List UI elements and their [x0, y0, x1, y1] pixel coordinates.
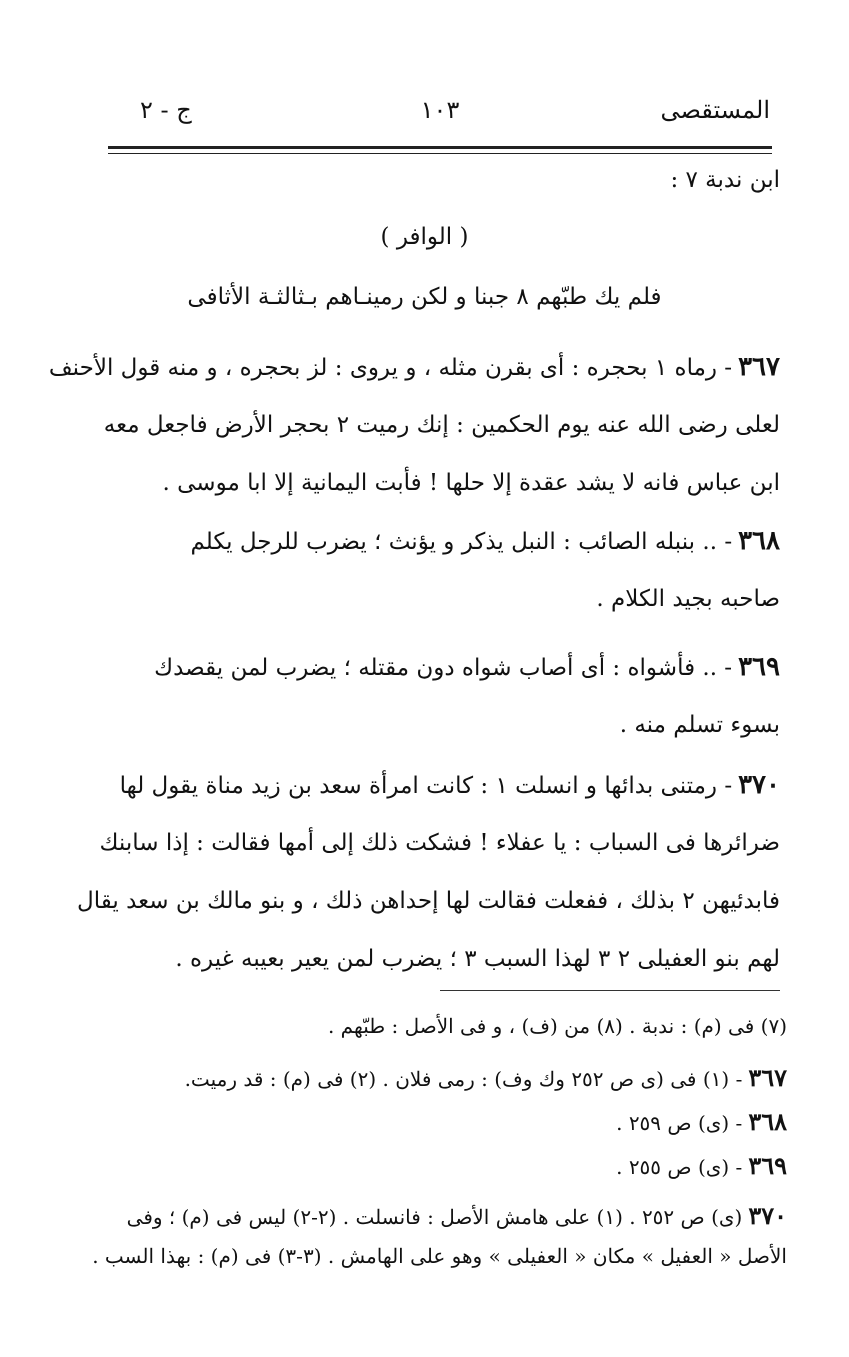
entry-370-line-2: ضرائرها فى السباب : يا عفلاء ! فشكت ذلك إلى أمها فقالت : إذا سابنك [99, 830, 780, 856]
entry-number: ٣٧٠ [738, 770, 780, 800]
header-rule-thin [108, 153, 772, 154]
entry-number: ٣٦٧ [738, 352, 780, 382]
page-number: ١٠٣ [420, 96, 460, 124]
footnote-line: ٣٧٠(ى) ص ٢٥٢ . (١) على هامش الأصل : فانسلت . (٢-٢) ليس فى (م) ؛ وفى [126, 1201, 787, 1230]
entry-368-line-2: صاحبه بجيد الكلام . [596, 586, 780, 612]
entry-367-line-3: ابن عباس فانه لا يشد عقدة إلا حلها ! فأبت اليمانية إلا ابا موسى . [162, 470, 780, 496]
entry-370-line-1: ٣٧٠- رمتنى بدائها و انسلت ١ : كانت امرأة سعد بن زيد مناة يقول لها [119, 770, 780, 800]
footnote-line: الأصل « العفيل » مكان « العفيلى » وهو على الهامش . (٣-٣) فى (م) : بهذا السب . [92, 1244, 787, 1268]
entry-number: ٣٦٨ [738, 526, 780, 556]
entry-369-line-2: بسوء تسلم منه . [619, 712, 780, 738]
entry-370-line-4: لهم بنو العفيلى ٢ ٣ لهذا السبب ٣ ؛ يضرب لمن يعير بعيبه غيره . [175, 946, 780, 972]
footnote-line: ٣٦٩- (ى) ص ٢٥٥ . [616, 1151, 787, 1180]
entry-number: ٣٦٩ [738, 652, 780, 682]
meter-label: ( الوافر ) [380, 224, 469, 250]
entry-367-line-1: ٣٦٧- رماه ١ بحجره : أى بقرن مثله ، و يروى : لز بحجره ، و منه قول الأحنف [48, 352, 780, 382]
page-header [110, 96, 770, 140]
entry-367-line-2: لعلى رضى الله عنه يوم الحكمين : إنك رميت ٢ بحجر الأرض فاجعل معه [103, 412, 780, 438]
entry-370-line-3: فابدئيهن ٢ بذلك ، ففعلت فقالت لها إحداهن ذلك ، و بنو مالك بن سعد يقال [77, 888, 780, 914]
volume-label: ج - ٢ [140, 96, 192, 124]
footnote-line: (٧) فى (م) : ندبة . (٨) من (ف) ، و فى الأصل : طبّهم . [327, 1014, 787, 1038]
book-title: المستقصى [660, 96, 770, 124]
intro-line: ابن ندبة ٧ : [670, 167, 780, 193]
entry-369-line-1: ٣٦٩- .. فأشواه : أى أصاب شواه دون مقتله ؛ يضرب لمن يقصدك [154, 652, 780, 682]
verse-line: فلم يك طبّهم ٨ جبنا و لكن رمينـاهم بـثالثـة الأثافى [187, 284, 662, 310]
entry-368-line-1: ٣٦٨- .. بنبله الصائب : النبل يذكر و يؤنث ؛ يضرب للرجل يكلم [190, 526, 780, 556]
footnote-separator [440, 990, 780, 991]
header-rule-thick [108, 146, 772, 149]
footnote-line: ٣٦٧- (١) فى (ى ص ٢٥٢ وك وف) : رمى فلان . (٢) فى (م) : قد رميت. [184, 1063, 787, 1092]
footnote-line: ٣٦٨- (ى) ص ٢٥٩ . [616, 1107, 787, 1136]
